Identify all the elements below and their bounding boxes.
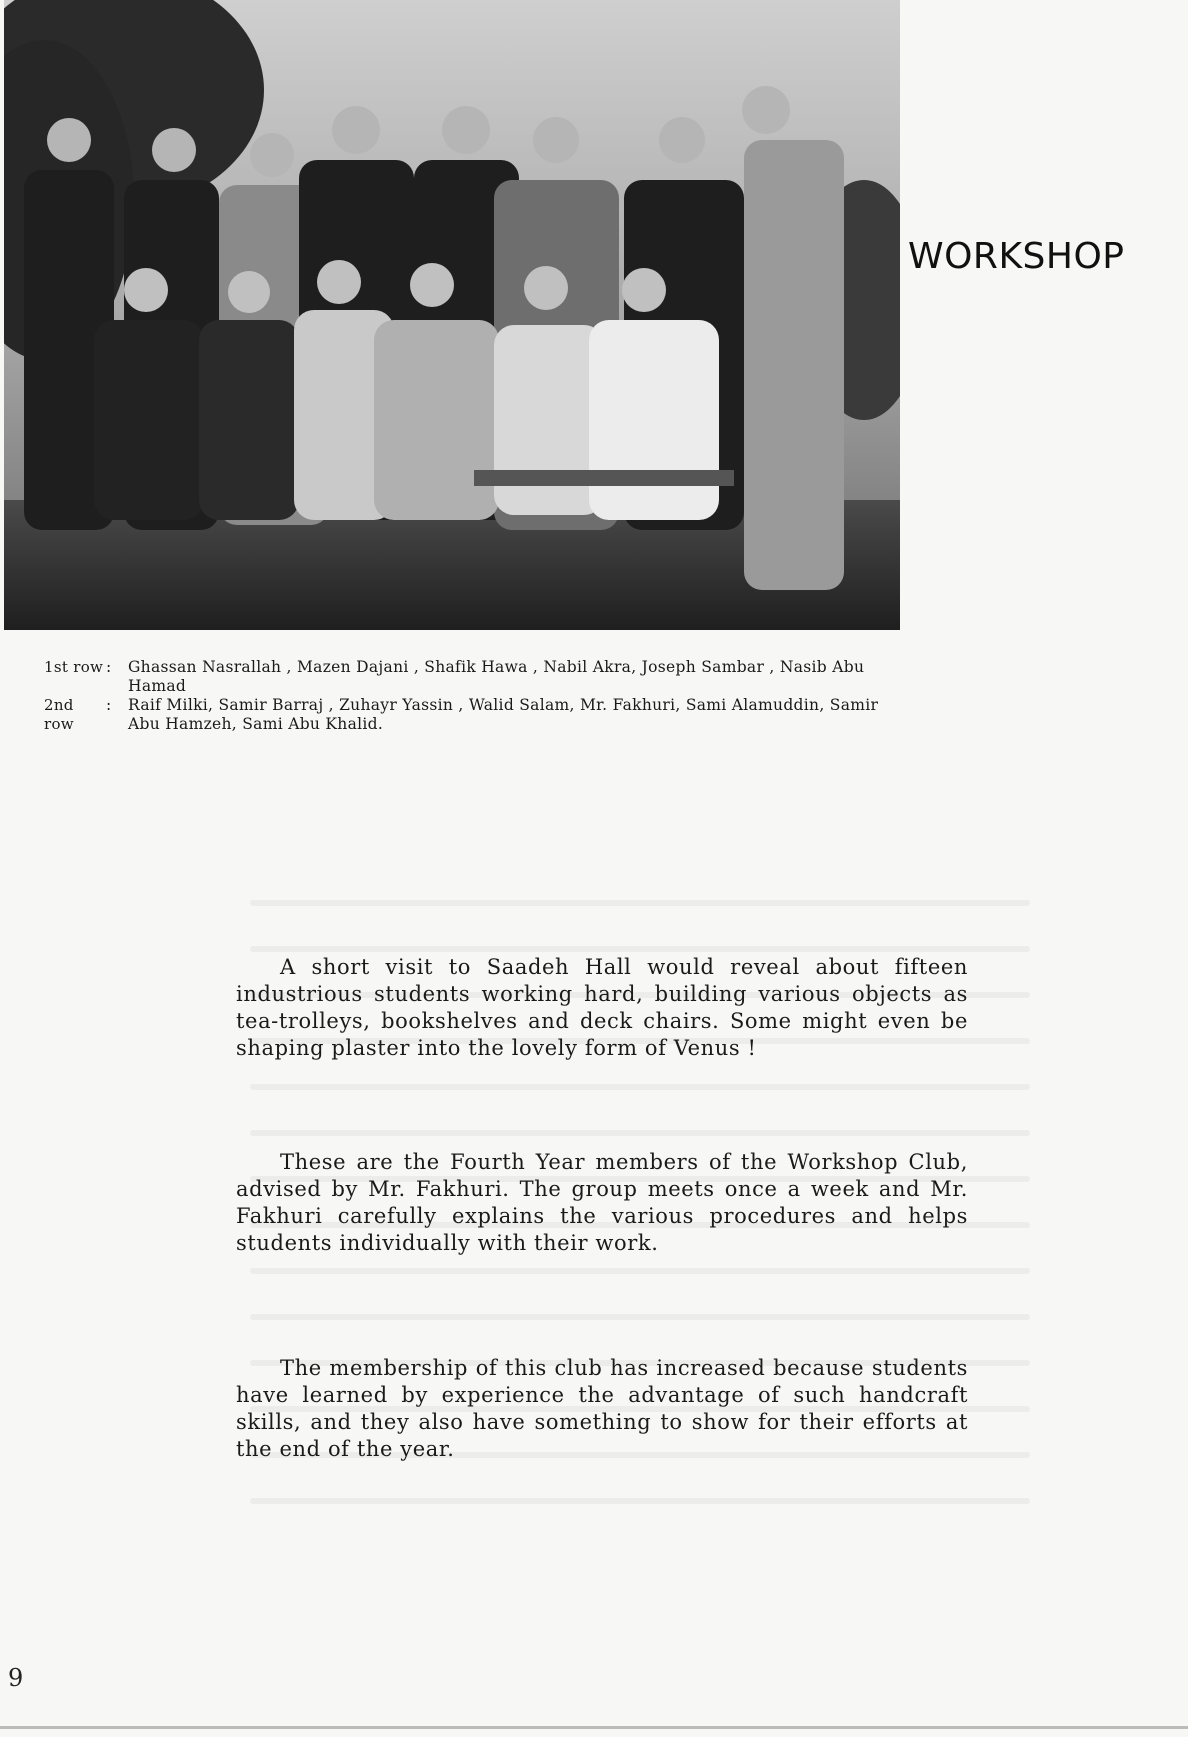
row-separator: : <box>106 696 112 714</box>
section-title: WORKSHOP <box>908 236 1125 277</box>
row-label: 2nd row <box>44 696 74 733</box>
row-names: Ghassan Nasrallah , Mazen Dajani , Shafik Hawa , Nabil Akra, Joseph Sambar , Nasib Abu Hamad <box>128 658 865 695</box>
body-paragraph: The membership of this club has increased because students have learned by experience the advantage of such handcraft skills, and they also have something to show for their efforts at the end of the year. <box>236 1356 968 1461</box>
row-label: 1st row <box>44 658 104 676</box>
bottom-rule <box>0 1726 1188 1729</box>
body-paragraph: These are the Fourth Year members of the Workshop Club, advised by Mr. Fakhuri. The group meets once a week and Mr. Fakhuri carefully explains the various procedures and helps students individually with their work. <box>236 1150 968 1255</box>
body-paragraph: A short visit to Saadeh Hall would reveal about fifteen industrious students working hard, building various objects as tea-trolleys, bookshelves and deck chairs. Some might even be shaping plaster into the lovely form of Venus ! <box>236 955 968 1060</box>
group-photo <box>4 0 900 630</box>
photo-caption <box>44 658 884 734</box>
row-names: Raif Milki, Samir Barraj , Zuhayr Yassin , Walid Salam, Mr. Fakhuri, Sami Alamuddin, Samir Abu Hamzeh, Sami Abu Khalid. <box>128 696 879 733</box>
caption-row-1 <box>44 658 884 696</box>
row-separator: : <box>106 658 112 676</box>
page-number: 9 <box>8 1664 24 1692</box>
caption-row-2 <box>44 696 884 734</box>
